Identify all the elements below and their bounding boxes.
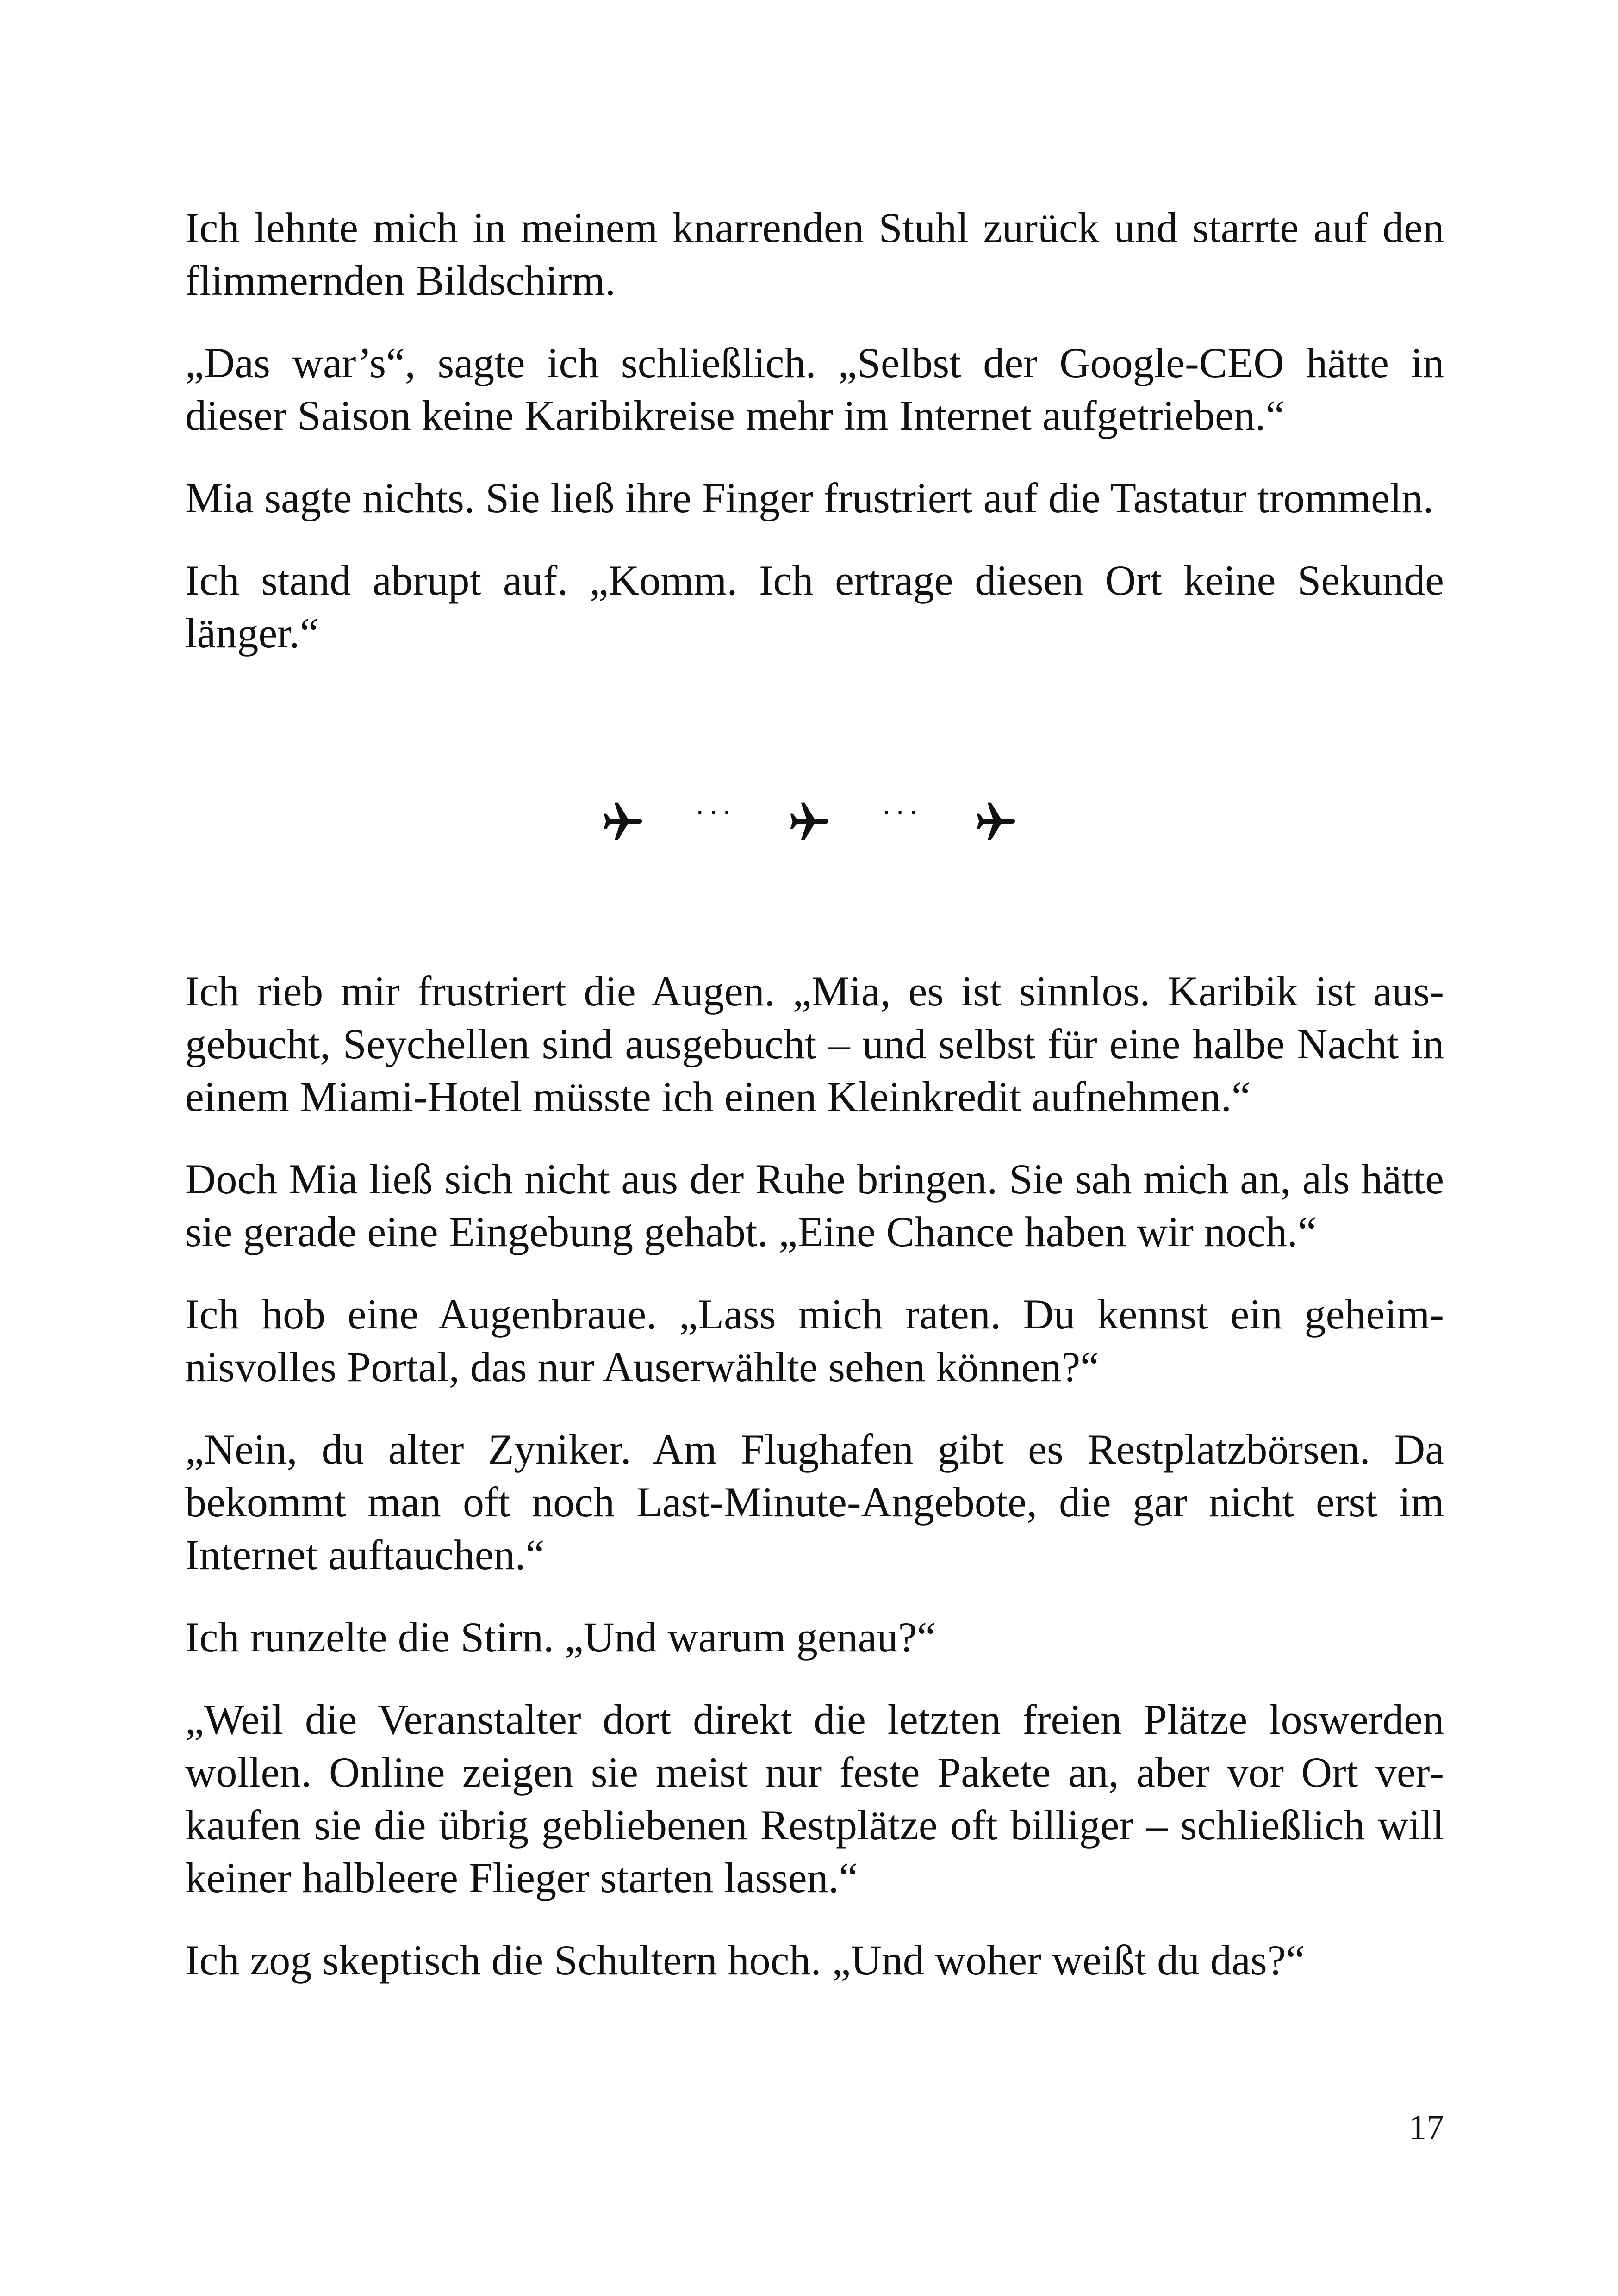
airplane-icon <box>787 799 831 844</box>
paragraph: Ich zog skeptisch die Schultern hoch. „Und woher weißt du das?“ <box>185 1936 1305 1984</box>
divider-dots: ··· <box>882 797 923 829</box>
airplane-icon <box>973 799 1018 844</box>
paragraph: „Weil die Veranstalter dort direkt die letzten freien Plätze loswerden wollen. Online zeigen sie meist nur feste Pakete an, aber vor Ort verkaufen sie die übrig gebliebenen Restplätze oft billiger – schließlich will keiner halbleere Flieger starten lassen.“ <box>185 1696 1444 1901</box>
paragraph: Ich hob eine Augenbraue. „Lass mich raten. Du kennst ein geheimnisvolles Portal, das nur Auserwählte sehen können?“ <box>185 1291 1444 1390</box>
section-2-text <box>185 965 1444 1986</box>
paragraph: Ich lehnte mich in meinem knarrenden Stuhl zurück und starrte auf den flimmernden Bildschirm. <box>185 204 1444 304</box>
paragraph: „Nein, du alter Zyniker. Am Flughafen gibt es Restplatzbörsen. Da bekommt man oft noch Last-Minute-Angebote, die gar nicht erst im Internet auftauchen.“ <box>185 1426 1444 1578</box>
paragraph: Ich stand abrupt auf. „Komm. Ich ertrage diesen Ort keine Sekunde länger.“ <box>185 557 1444 657</box>
airplane-icon <box>600 799 645 844</box>
paragraph: Ich rieb mir frustriert die Augen. „Mia, es ist sinnlos. Karibik ist ausgebucht, Seychellen sind ausgebucht – und selbst für eine halbe Nacht in einem Miami-Hotel müsste ich einen Kleinkredit aufnehmen.“ <box>185 968 1444 1120</box>
section-divider <box>0 796 1618 847</box>
paragraph: Doch Mia ließ sich nicht aus der Ruhe bringen. Sie sah mich an, als hätte sie gerade eine Eingebung gehabt. „Eine Chance haben wir noch.“ <box>185 1155 1444 1255</box>
paragraph: „Das war’s“, sagte ich schließlich. „Selbst der Google-CEO hätte in dieser Saison keine Karibikreise mehr im Internet aufgetrieben.“ <box>185 339 1444 439</box>
paragraph: Mia sagte nichts. Sie ließ ihre Finger frustriert auf die Tastatur trommeln. <box>185 474 1434 521</box>
paragraph: Ich runzelte die Stirn. „Und warum genau?“ <box>185 1613 936 1661</box>
divider-dots: ··· <box>695 797 736 829</box>
section-1-text <box>185 201 1444 659</box>
page-number: 17 <box>1409 2108 1444 2147</box>
